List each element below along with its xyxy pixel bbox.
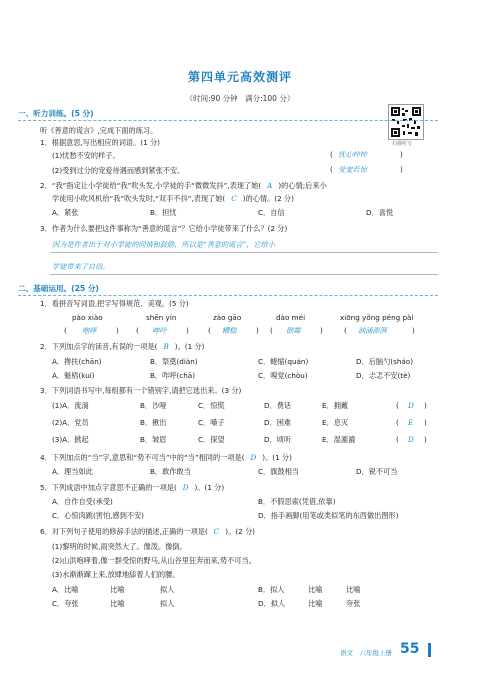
option-c: C．自信 bbox=[258, 208, 285, 217]
page-title: 第四单元高效测评 bbox=[187, 70, 292, 84]
answer-2-6: C bbox=[213, 527, 220, 536]
question-2-line-1: 2．“我”指定让小学徒给“我”吹头发,小学徒的手“微微发抖”,表现了她( A )的心情;后来小 bbox=[40, 181, 327, 190]
option: C．夸张 bbox=[52, 599, 79, 608]
option: A．理当如此 bbox=[52, 467, 93, 476]
pinyin-2: shēn yín bbox=[146, 313, 177, 322]
page-number: 55 bbox=[400, 641, 420, 657]
option: E．息灭 bbox=[322, 418, 349, 427]
answer-line bbox=[50, 252, 438, 253]
qr-code[interactable] bbox=[388, 104, 424, 140]
option: B．敢作敢当 bbox=[150, 467, 191, 476]
answer-2-2: C bbox=[231, 194, 237, 203]
option: B．拟人 bbox=[258, 585, 285, 594]
section-2-heading: 二、基础运用。(25 分) bbox=[18, 284, 99, 293]
answer-1-2: 受宠若惊 bbox=[338, 165, 367, 174]
section-divider bbox=[18, 295, 438, 296]
option: 比喻 bbox=[308, 585, 323, 594]
answer-3-line-2: 学徒带来了自信。 bbox=[52, 262, 110, 271]
option: D．后脑勺(sháo) bbox=[356, 357, 413, 366]
sentence: (3)水渐渐蹿上来,放肆地舔着人们的腰。 bbox=[52, 570, 180, 579]
word-5: 汹涌澎湃 bbox=[358, 326, 387, 335]
option-b: B．担忧 bbox=[150, 208, 177, 217]
option: A．比喻 bbox=[52, 585, 79, 594]
qr-caption: 扫描听写 bbox=[392, 141, 413, 147]
listening-intro: 听《善意的谎言》,完成下面的练习。 bbox=[40, 126, 158, 135]
question-2-2: 2．下列加点字的读音,有误的一项是( B )。(1 分) bbox=[40, 342, 205, 351]
option: C．蜷缩(quán) bbox=[258, 357, 309, 366]
option: B．沙哑 bbox=[140, 401, 167, 410]
answer-2-5: D bbox=[182, 483, 189, 492]
option: 夸张 bbox=[346, 599, 361, 608]
section-1-heading: 一、听力训练。(5 分) bbox=[18, 109, 94, 118]
option: D．费话 bbox=[264, 401, 292, 410]
option: D．忐忑不安(tè) bbox=[356, 371, 411, 380]
option: 比喻 bbox=[308, 599, 323, 608]
option: B．咋呼(chā) bbox=[150, 371, 196, 380]
pinyin-1: pào xiào bbox=[72, 313, 103, 322]
word-4: 倒霉 bbox=[286, 326, 301, 335]
question-2-6: 6．对下列句子使用的修辞手法的描述,正确的一项是( C )。(2 分) bbox=[40, 527, 255, 536]
page-marker bbox=[428, 643, 431, 657]
option: C．探望 bbox=[198, 435, 225, 444]
option: D．顷听 bbox=[264, 435, 292, 444]
option: B．皱眉 bbox=[140, 435, 167, 444]
option: A．魁梧(kuí) bbox=[52, 371, 95, 380]
pinyin-4: dào méi bbox=[276, 313, 306, 322]
option: 比喻 bbox=[110, 599, 125, 608]
option: C．嗓子 bbox=[198, 418, 225, 427]
sentence: (2)山洪咆哮着,像一群受惊的野马,从山谷里狂奔而来,势不可当。 bbox=[52, 556, 256, 565]
answer-3-3: D bbox=[408, 435, 414, 444]
question-1-1: (1)忧愁不安的样子。 bbox=[52, 151, 120, 160]
option: 比喻 bbox=[110, 585, 125, 594]
option: E．拥戴 bbox=[322, 401, 349, 410]
option: D．锐不可当 bbox=[356, 467, 398, 476]
question-2-3: 3．下列词语书写中,每组都有一个错别字,请把它选出来。(3 分) bbox=[40, 386, 242, 395]
option-a: A．紧张 bbox=[52, 208, 79, 217]
option: A．自作自受(承受) bbox=[52, 497, 113, 506]
pinyin-5: xiōng yǒng péng pài bbox=[340, 313, 414, 322]
question-1-2: (2)受到过分的宠爱待遇而感到紧张不安。 bbox=[52, 166, 185, 175]
option: E．湿漉漉 bbox=[322, 435, 356, 444]
option: B．祭奠(diàn) bbox=[150, 357, 198, 366]
option: C．嗅觉(chòu) bbox=[258, 371, 308, 380]
footer-label: 语文 六年级上册 bbox=[340, 649, 392, 657]
question-2-5: 5．下列成语中加点字意思不正确的一项是( D )。(1 分) bbox=[40, 483, 225, 492]
option: C．心惊肉跳(害怕,感到不安) bbox=[52, 511, 144, 520]
option: (1)A．流淌 bbox=[52, 401, 89, 410]
option: C．惊慌 bbox=[198, 401, 225, 410]
option: (3)A．掀起 bbox=[52, 435, 89, 444]
question-3: 3．作者为什么要把这件事称为“善意的谎言”？它给小学徒带来了什么？(2 分) bbox=[40, 224, 288, 233]
answer-3-2: E bbox=[408, 418, 414, 427]
option: 拟人 bbox=[160, 585, 175, 594]
option-d: D．喜悦 bbox=[366, 208, 394, 217]
word-3: 糟糕 bbox=[222, 326, 237, 335]
word-1: 咆哮 bbox=[82, 326, 97, 335]
question-1: 1．根据意思,写出相应的词语。(1 分) bbox=[40, 138, 160, 147]
question-2-line-2: 学徒用小吹风机给“我”吹头发时,“双手不抖”,表现了她( C )的心情。(2 分) bbox=[52, 194, 294, 203]
option: 比喻 bbox=[346, 585, 361, 594]
option: D．困难 bbox=[264, 418, 292, 427]
option: D．拟人 bbox=[258, 599, 286, 608]
option: 拟人 bbox=[160, 599, 175, 608]
option: B．不假思索(凭借,依靠) bbox=[258, 497, 336, 506]
section-divider bbox=[18, 120, 438, 121]
answer-3-1: D bbox=[408, 401, 414, 410]
question-2-4: 4．下列加点的“当”字,意思和“势不可当”中的“当”相同的一项是( D )。(1 分) bbox=[40, 453, 292, 462]
option: A．搀扶(chān) bbox=[52, 357, 102, 366]
question-2-1: 1．看拼音写词语,把字写得规范、美观。(5 分) bbox=[40, 299, 189, 308]
answer-line bbox=[50, 274, 438, 275]
option: C．旗鼓相当 bbox=[258, 467, 299, 476]
answer-1-1: 忧心忡忡 bbox=[338, 150, 367, 159]
word-2: 呻吟 bbox=[152, 326, 167, 335]
answer-2-4: D bbox=[250, 453, 257, 462]
option: D．指手画脚(用笔或类似笔的东西做出图形) bbox=[258, 511, 399, 520]
answer-2-1: A bbox=[267, 181, 273, 190]
pinyin-3: zào gāo bbox=[213, 313, 242, 322]
option: B．揪出 bbox=[140, 418, 167, 427]
answer-3-line-1: 因为是作者出于对小学徒的同情和鼓励，所以是“善意的谎言”，它给小 bbox=[52, 240, 275, 249]
answer-2-2-choice: B bbox=[163, 342, 169, 351]
option: (2)A．党员 bbox=[52, 418, 89, 427]
sentence: (1)黎明的时候,雨突然大了。像泼。像倒。 bbox=[52, 542, 187, 551]
exam-info: （时间:90 分钟 满分:100 分） bbox=[185, 94, 295, 103]
